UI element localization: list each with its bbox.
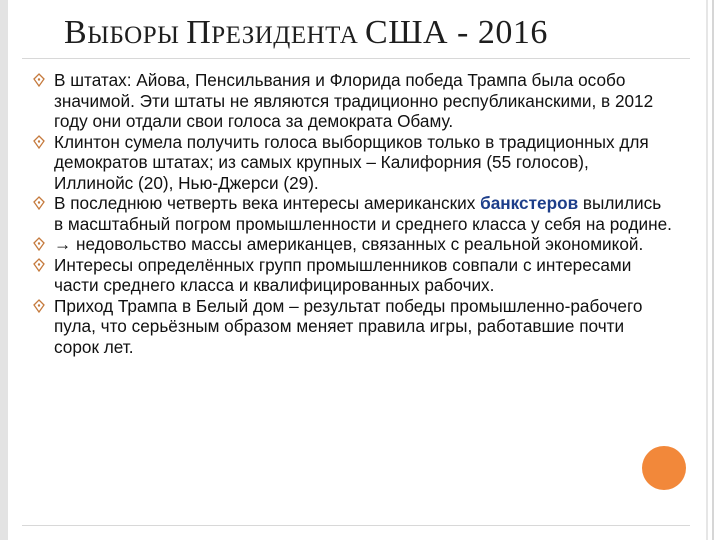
bullet-text: Приход Трампа в Белый дом – результат победы промышленно-рабочего пула, что серьёзным образом меняет правила игры, работавшие почти сорок лет. [54,295,643,357]
pen-nib-icon [32,299,46,313]
list-item [32,193,672,234]
bullet-text-before: В последнюю четверть века интересы американских [54,193,481,213]
bullet-text-after: вылились в масштабный погром промышленности и среднего класса у себя на родине. [54,193,672,234]
pen-nib-icon [32,135,46,149]
accent-circle [642,446,686,490]
title-word1-rest: ЫБОРЫ [87,22,187,49]
title-word1-initial: В [64,14,88,51]
bullet-text: → недовольство массы американцев, связанных с реальной экономикой. [54,234,644,254]
slide-title [64,14,548,52]
title-word2-initial: П [186,14,212,51]
highlighted-word: банкстеров [480,193,579,213]
pen-nib-icon [32,237,46,251]
bullet-list [32,70,672,357]
right-border-line [712,0,714,540]
list-item [32,296,672,358]
pen-nib-icon [32,73,46,87]
list-item [32,234,672,255]
pen-nib-icon [32,196,46,210]
list-item [32,132,672,194]
bullet-text: В штатах: Айова, Пенсильвания и Флорида победа Трампа была особо значимой. Эти штаты не являются традиционно республиканскими, в 2012 году они отдали свои голоса за демократа Обаму. [54,70,654,131]
list-item [32,255,672,296]
title-divider [22,58,690,59]
title-word2-rest: РЕЗИДЕНТА [211,22,366,49]
bullet-text: Клинтон сумела получить голоса выборщиков только в традиционных для демократов штатах; из самых крупных – Калифорния (55 голосов), Иллинойс (20), Нью-Джерси (29). [54,131,649,193]
title-word3: США - 2016 [365,14,548,51]
left-border [0,0,8,540]
right-border-line-inner [706,0,708,540]
bullet-text: Интересы определённых групп промышленников совпали с интересами части среднего класса и квалифицированных рабочих. [54,254,632,295]
list-item [32,70,672,132]
pen-nib-icon [32,258,46,272]
bottom-divider [22,525,690,526]
